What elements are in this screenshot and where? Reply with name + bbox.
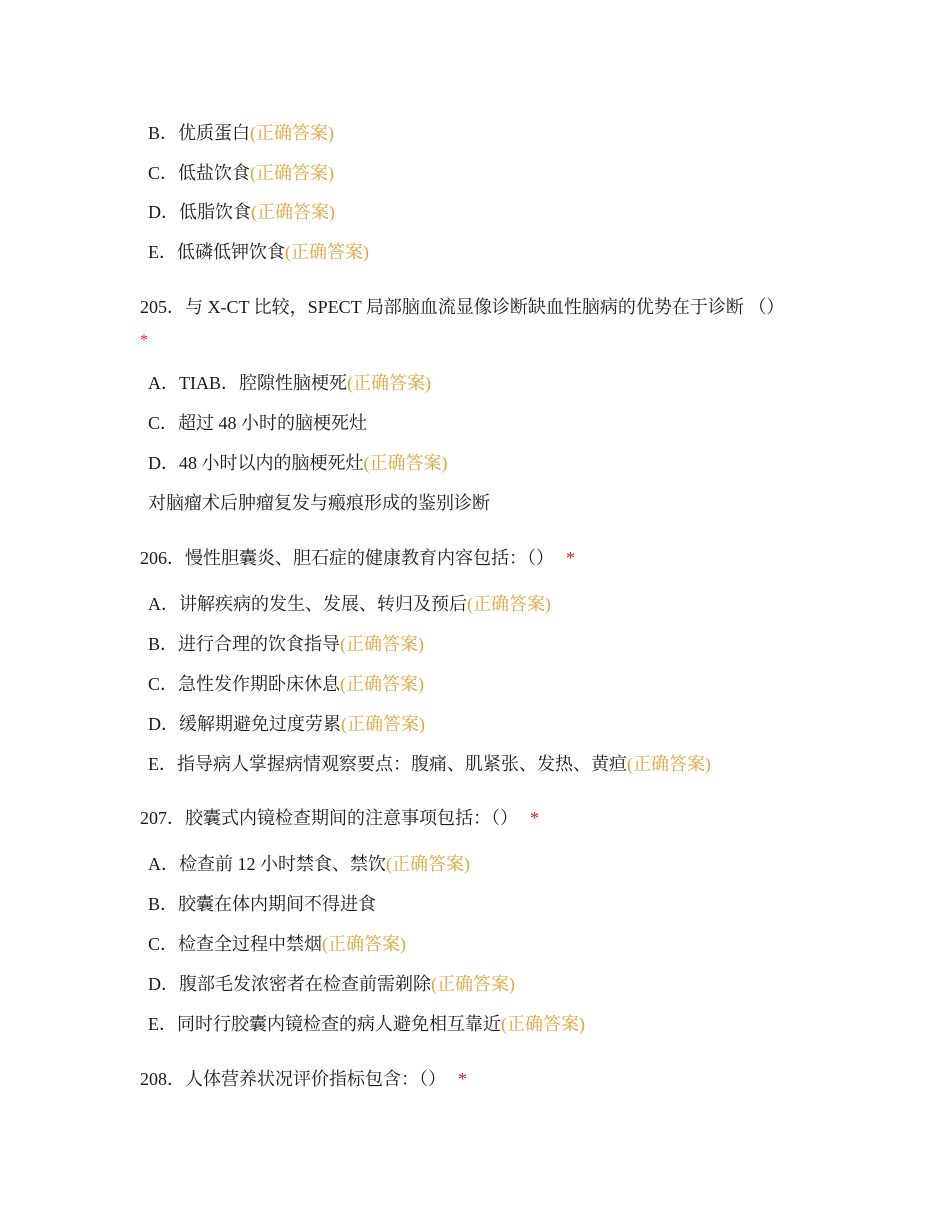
correct-answer-tag: (正确答案) [347, 373, 431, 393]
correct-answer-tag: (正确答案) [363, 453, 448, 473]
correct-answer-tag: (正确答案) [467, 594, 551, 614]
q207-option-c: C．检查全过程中禁烟(正确答案) [148, 934, 407, 954]
question-206-title: 206．慢性胆囊炎、胆石症的健康教育内容包括：（） * [140, 548, 575, 568]
q207-option-b: B．胶囊在体内期间不得进食 [148, 894, 377, 914]
correct-answer-tag: (正确答案) [340, 634, 425, 654]
option-b: B．优质蛋白(正确答案) [148, 123, 335, 143]
correct-answer-tag: (正确答案) [341, 714, 425, 734]
q207-option-e: E．同时行胶囊内镜检查的病人避免相互靠近(正确答案) [148, 1014, 585, 1034]
q206-option-a: A．讲解疾病的发生、发展、转归及预后(正确答案) [148, 594, 551, 614]
required-mark: * [566, 548, 575, 568]
correct-answer-tag: (正确答案) [431, 974, 515, 994]
q207-option-d: D．腹部毛发浓密者在检查前需剃除(正确答案) [148, 974, 515, 994]
correct-answer-tag: (正确答案) [251, 202, 335, 222]
correct-answer-tag: (正确答案) [250, 163, 335, 183]
required-mark: * [530, 808, 539, 828]
q205-extra-text: 对脑瘤术后肿瘤复发与瘢痕形成的鉴别诊断 [148, 493, 490, 513]
q205-option-c: C．超过 48 小时的脑梗死灶 [148, 413, 368, 433]
required-mark: * [140, 332, 148, 349]
q206-option-c: C．急性发作期卧床休息(正确答案) [148, 674, 425, 694]
q205-option-d: D．48 小时以内的脑梗死灶(正确答案) [148, 453, 448, 473]
option-e: E．低磷低钾饮食(正确答案) [148, 242, 369, 262]
correct-answer-tag: (正确答案) [250, 123, 335, 143]
correct-answer-tag: (正确答案) [386, 854, 470, 874]
correct-answer-tag: (正确答案) [501, 1014, 585, 1034]
correct-answer-tag: (正确答案) [627, 754, 711, 774]
correct-answer-tag: (正确答案) [285, 242, 369, 262]
required-mark: * [458, 1069, 467, 1089]
option-d: D．低脂饮食(正确答案) [148, 202, 335, 222]
q206-option-d: D．缓解期避免过度劳累(正确答案) [148, 714, 425, 734]
q207-option-a: A．检查前 12 小时禁食、禁饮(正确答案) [148, 854, 470, 874]
question-208-title: 208．人体营养状况评价指标包含：（） * [140, 1069, 467, 1089]
correct-answer-tag: (正确答案) [340, 674, 425, 694]
correct-answer-tag: (正确答案) [322, 934, 407, 954]
q206-option-e: E．指导病人掌握病情观察要点：腹痛、肌紧张、发热、黄疸(正确答案) [148, 754, 711, 774]
question-207-title: 207．胶囊式内镜检查期间的注意事项包括：（） * [140, 808, 539, 828]
q205-option-a: A．TIAB．腔隙性脑梗死(正确答案) [148, 373, 431, 393]
option-c: C．低盐饮食(正确答案) [148, 163, 335, 183]
question-205-title: 205．与 X-CT 比较，SPECT 局部脑血流显像诊断缺血性脑病的优势在于诊断 （） [140, 297, 785, 317]
q206-option-b: B．进行合理的饮食指导(正确答案) [148, 634, 425, 654]
